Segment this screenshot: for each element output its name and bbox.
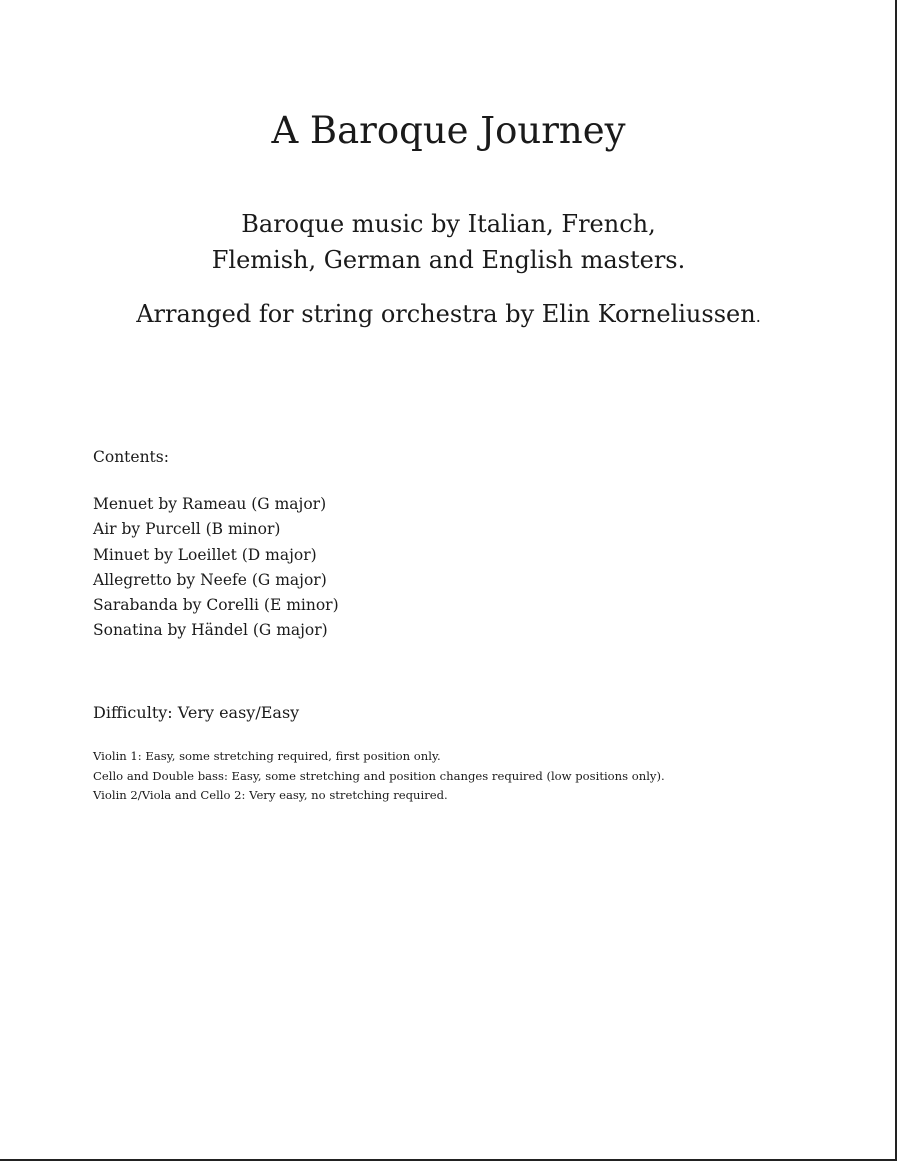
difficulty-note: Cello and Double bass: Easy, some stretching and position changes required (low positions only). — [93, 768, 665, 783]
contents-item: Allegretto by Neefe (G major) — [93, 570, 327, 589]
contents-item: Air by Purcell (B minor) — [93, 520, 281, 539]
arranger-credit-text: Arranged for string orchestra by Elin Korneliussen — [136, 300, 756, 328]
subtitle-line-2: Flemish, German and English masters. — [211, 246, 686, 274]
document-title: A Baroque Journey — [271, 109, 626, 152]
difficulty-notes — [93, 747, 665, 806]
arranger-credit-period: . — [755, 307, 761, 326]
contents-item: Sonatina by Händel (G major) — [93, 621, 328, 640]
subtitle-line-1: Baroque music by Italian, French, — [241, 210, 656, 238]
contents-item: Sarabanda by Corelli (E minor) — [93, 596, 339, 615]
contents-item: Menuet by Rameau (G major) — [93, 495, 327, 513]
contents-item: Minuet by Loeillet (D major) — [93, 545, 317, 564]
contents-list — [93, 492, 339, 644]
difficulty-line: Difficulty: Very easy/Easy — [93, 703, 300, 722]
arranger-credit — [0, 296, 897, 335]
difficulty-note: Violin 1: Easy, some stretching required, first position only. — [93, 749, 441, 763]
difficulty-note: Violin 2/Viola and Cello 2: Very easy, no stretching required. — [93, 788, 448, 802]
contents-heading: Contents: — [93, 448, 169, 466]
